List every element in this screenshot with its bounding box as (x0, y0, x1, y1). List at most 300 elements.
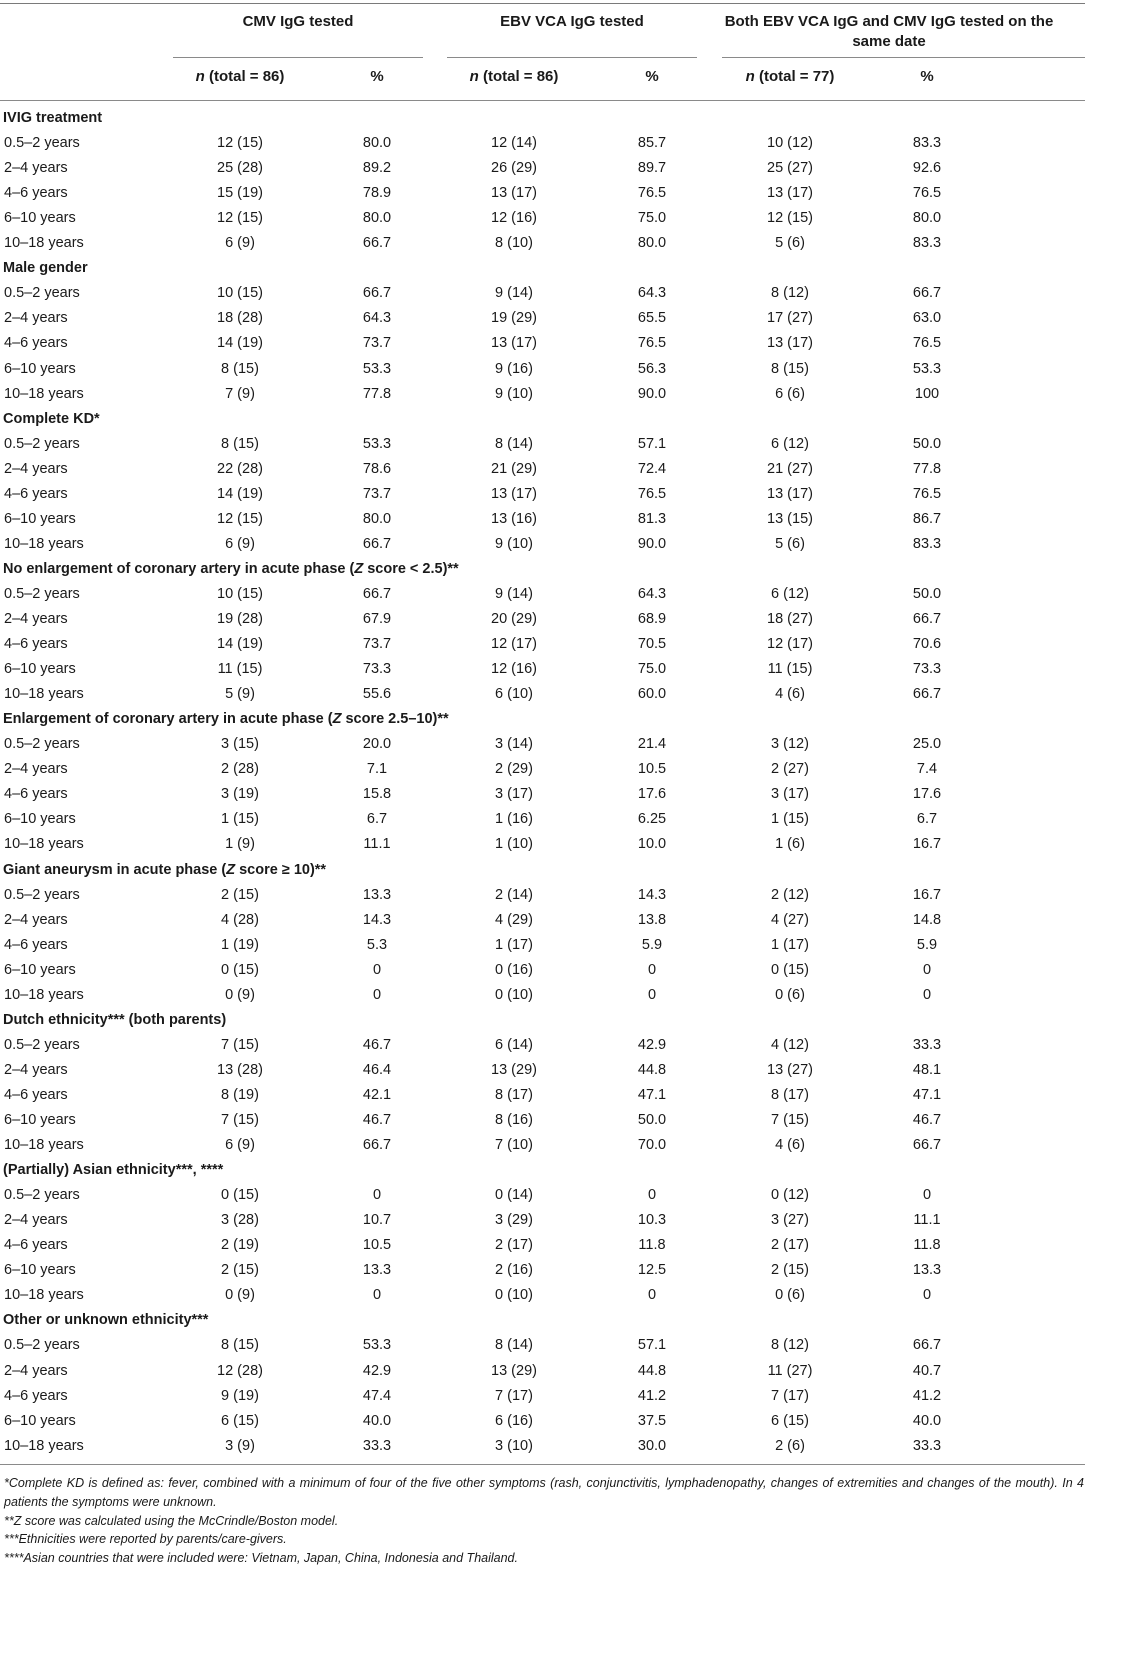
cell-both-p: 50.0 (912, 585, 942, 602)
cell-cmv-p: 73.7 (362, 335, 392, 352)
cell-cmv-n: 5 (9) (225, 686, 255, 703)
table-row (0, 206, 1085, 231)
cell-cmv-n: 3 (28) (221, 1212, 259, 1229)
cell-ebv-p: 6.25 (637, 811, 667, 828)
cell-cmv-p: 7.1 (366, 761, 388, 778)
cell-both-n: 11 (27) (767, 1362, 813, 1379)
row-label-age-group: 0.5–2 years (4, 435, 80, 452)
cell-cmv-p: 11.1 (363, 836, 391, 853)
cell-both-p: 13.3 (912, 1262, 942, 1279)
cell-cmv-p: 15.8 (362, 786, 392, 803)
cell-both-p: 53.3 (912, 360, 942, 377)
cell-both-p: 7.4 (916, 761, 938, 778)
cell-cmv-n: 2 (28) (221, 761, 259, 778)
row-label-age-group: 4–6 years (4, 1387, 68, 1404)
cell-both-n: 0 (12) (771, 1187, 809, 1204)
footnote-asian-countries: ****Asian countries that were included were: Vietnam, Japan, China, Indonesia and Thailand. (4, 1551, 518, 1566)
table-row (0, 1233, 1085, 1258)
row-label-age-group: 10–18 years (4, 986, 84, 1003)
row-label-age-group: 0.5–2 years (4, 135, 80, 152)
cell-cmv-n: 3 (19) (221, 786, 259, 803)
row-label-age-group: 6–10 years (4, 961, 76, 978)
table-row (0, 933, 1085, 958)
table-row (0, 1133, 1085, 1158)
row-label-age-group: 0.5–2 years (4, 736, 80, 753)
cell-cmv-n: 8 (15) (221, 360, 259, 377)
cell-cmv-p: 42.1 (362, 1086, 392, 1103)
row-label-age-group: 0.5–2 years (4, 886, 80, 903)
cell-ebv-p: 50.0 (637, 1112, 667, 1128)
cell-ebv-p: 90.0 (637, 385, 667, 402)
cell-cmv-n: 7 (15) (221, 1112, 259, 1128)
row-label-age-group: 2–4 years (4, 911, 68, 928)
section-header-row (0, 1158, 1085, 1183)
cell-cmv-p: 33.3 (362, 1437, 392, 1454)
cell-both-p: 16.7 (912, 886, 942, 903)
cell-cmv-n: 10 (15) (217, 285, 263, 302)
cell-cmv-p: 0 (372, 1187, 382, 1204)
header-underline-ebv (447, 57, 697, 58)
cell-cmv-p: 47.4 (362, 1387, 392, 1404)
cell-cmv-n: 7 (15) (221, 1036, 259, 1053)
header-bottom-rule (0, 100, 1085, 101)
table-row (0, 1208, 1085, 1233)
cell-cmv-p: 78.9 (362, 185, 392, 202)
cell-ebv-p: 70.5 (637, 636, 667, 653)
cell-ebv-n: 13 (17) (491, 335, 537, 352)
cell-ebv-p: 80.0 (637, 235, 667, 252)
cell-ebv-n: 12 (17) (491, 636, 537, 653)
table-row (0, 1108, 1085, 1133)
table-row (0, 382, 1085, 407)
row-label-age-group: 2–4 years (4, 1061, 68, 1078)
table-row (0, 532, 1085, 557)
table-bottom-rule (0, 1464, 1085, 1465)
column-header-cmv: CMV IgG tested (242, 13, 354, 30)
cell-both-p: 11.1 (913, 1212, 941, 1229)
cell-both-p: 100 (914, 385, 940, 402)
cell-ebv-p: 57.1 (637, 435, 667, 452)
z-symbol: Z (332, 711, 342, 728)
row-label-age-group: 0.5–2 years (4, 1036, 80, 1053)
cell-cmv-n: 13 (28) (217, 1061, 263, 1078)
cell-ebv-n: 1 (10) (495, 836, 533, 853)
cell-cmv-p: 53.3 (362, 1337, 392, 1354)
cell-ebv-n: 9 (10) (495, 385, 533, 402)
cell-cmv-n: 8 (15) (221, 435, 259, 452)
cell-cmv-n: 0 (15) (221, 961, 259, 978)
cell-cmv-p: 73.3 (362, 661, 392, 678)
row-label-age-group: 10–18 years (4, 535, 84, 552)
section-header-row (0, 407, 1085, 432)
table-row (0, 682, 1085, 707)
cell-ebv-p: 68.9 (637, 611, 667, 627)
column-header-ebv: EBV VCA IgG tested (500, 13, 644, 30)
row-label-age-group: 0.5–2 years (4, 585, 80, 602)
cell-both-n: 0 (6) (775, 986, 805, 1003)
subheader-cmv-pct: % (370, 68, 384, 85)
cell-both-n: 4 (6) (775, 1137, 805, 1154)
cell-both-p: 83.3 (912, 135, 942, 152)
cell-cmv-p: 46.4 (362, 1061, 392, 1078)
cell-cmv-p: 13.3 (362, 886, 392, 903)
cell-both-n: 8 (12) (771, 285, 809, 302)
row-label-age-group: 4–6 years (4, 185, 68, 202)
cell-cmv-p: 53.3 (362, 435, 392, 452)
cell-cmv-n: 25 (28) (217, 160, 263, 177)
section-title: Giant aneurysm in acute phase (Z score ≥ 10)** (3, 861, 327, 878)
cell-ebv-n: 6 (14) (495, 1036, 533, 1053)
column-header-both (700, 12, 1078, 52)
cell-ebv-n: 3 (29) (495, 1212, 533, 1229)
cell-both-p: 66.7 (912, 1337, 942, 1354)
subheader-both-n (725, 68, 855, 86)
cell-both-n: 13 (17) (767, 185, 813, 202)
cell-ebv-p: 64.3 (637, 285, 667, 302)
row-label-age-group: 4–6 years (4, 335, 68, 352)
cell-cmv-n: 6 (9) (225, 235, 255, 252)
cell-ebv-n: 1 (17) (495, 936, 533, 953)
cell-ebv-p: 0 (647, 1187, 657, 1204)
cell-both-n: 1 (6) (775, 836, 805, 853)
cell-cmv-n: 11 (15) (217, 661, 263, 678)
cell-cmv-n: 6 (9) (225, 1137, 255, 1154)
cell-both-n: 5 (6) (775, 235, 805, 252)
cell-ebv-n: 12 (16) (491, 210, 537, 227)
table-row (0, 432, 1085, 457)
cell-ebv-n: 8 (14) (495, 435, 533, 452)
cell-both-n: 8 (15) (771, 360, 809, 377)
cell-ebv-n: 8 (17) (495, 1086, 533, 1103)
cell-both-n: 11 (15) (767, 661, 813, 678)
cell-cmv-p: 10.7 (362, 1212, 392, 1229)
cell-ebv-n: 2 (16) (495, 1262, 533, 1279)
section-title: Dutch ethnicity*** (both parents) (3, 1011, 227, 1028)
cell-cmv-p: 20.0 (362, 736, 392, 753)
cell-cmv-n: 12 (15) (217, 210, 263, 227)
cell-ebv-p: 76.5 (637, 485, 667, 502)
section-header-row (0, 256, 1085, 281)
cell-ebv-p: 13.8 (637, 911, 667, 928)
cell-cmv-n: 0 (9) (225, 986, 255, 1003)
cell-cmv-n: 22 (28) (217, 460, 263, 477)
cell-cmv-p: 80.0 (362, 210, 392, 227)
cell-ebv-n: 8 (14) (495, 1337, 533, 1354)
cell-ebv-p: 47.1 (637, 1086, 667, 1103)
cell-ebv-p: 56.3 (637, 360, 667, 377)
n-symbol: n (195, 68, 205, 85)
cell-cmv-p: 0 (372, 1287, 382, 1304)
cell-both-n: 6 (6) (775, 385, 805, 402)
cell-both-p: 76.5 (912, 335, 942, 352)
table-row (0, 582, 1085, 607)
row-label-age-group: 4–6 years (4, 1237, 68, 1254)
header-underline-both (722, 57, 1085, 58)
table-row (0, 281, 1085, 306)
cell-both-p: 40.0 (912, 1412, 942, 1429)
cell-cmv-n: 0 (9) (225, 1287, 255, 1304)
cell-both-p: 48.1 (912, 1061, 942, 1078)
cell-both-n: 2 (6) (775, 1437, 805, 1454)
cell-cmv-n: 12 (28) (217, 1362, 263, 1379)
table-row (0, 908, 1085, 933)
cell-cmv-p: 73.7 (362, 636, 392, 653)
cell-cmv-p: 80.0 (362, 510, 392, 527)
cell-ebv-p: 44.8 (637, 1061, 667, 1078)
row-label-age-group: 10–18 years (4, 686, 84, 703)
cell-both-n: 25 (27) (767, 160, 813, 177)
cell-both-p: 66.7 (912, 1137, 942, 1154)
cell-cmv-n: 0 (15) (221, 1187, 259, 1204)
cell-ebv-p: 5.9 (641, 936, 663, 953)
table-row (0, 507, 1085, 532)
cell-both-p: 76.5 (912, 185, 942, 202)
table-row (0, 1384, 1085, 1409)
cell-cmv-n: 6 (9) (225, 535, 255, 552)
cell-ebv-p: 72.4 (637, 460, 667, 477)
footnote-complete-kd: *Complete KD is defined as: fever, combined with a minimum of four of the five other symptoms (rash, conjunctivitis, lymphadenopathy, changes of extremities and changes of the mouth). In 4 patients the symptoms were unknown. (4, 1476, 1084, 1509)
footnotes (4, 1474, 1084, 1568)
cell-ebv-n: 7 (10) (495, 1137, 533, 1154)
cell-ebv-p: 10.0 (637, 836, 667, 853)
row-label-age-group: 2–4 years (4, 1212, 68, 1229)
cell-cmv-p: 77.8 (362, 385, 392, 402)
table-row (0, 782, 1085, 807)
cell-both-p: 63.0 (912, 310, 942, 327)
cell-both-n: 12 (17) (767, 636, 813, 653)
cell-ebv-n: 2 (14) (495, 886, 533, 903)
cell-cmv-n: 14 (19) (217, 485, 263, 502)
cell-ebv-n: 13 (29) (491, 1061, 537, 1078)
cell-ebv-n: 9 (14) (495, 285, 533, 302)
cell-both-n: 13 (17) (767, 335, 813, 352)
cell-ebv-n: 13 (17) (491, 185, 537, 202)
cell-ebv-n: 1 (16) (495, 811, 533, 828)
cell-both-n: 1 (17) (771, 936, 809, 953)
table-row (0, 832, 1085, 857)
row-label-age-group: 2–4 years (4, 761, 68, 778)
cell-both-n: 6 (12) (771, 435, 809, 452)
table-row (0, 983, 1085, 1008)
table-row (0, 632, 1085, 657)
cell-both-n: 18 (27) (767, 611, 813, 627)
footnote-z-score: **Z score was calculated using the McCrindle/Boston model. (4, 1513, 339, 1528)
cell-ebv-p: 85.7 (637, 135, 667, 152)
cell-cmv-n: 10 (15) (217, 585, 263, 602)
cell-both-p: 40.7 (912, 1362, 942, 1379)
cell-both-n: 4 (12) (771, 1036, 809, 1053)
section-title: No enlargement of coronary artery in acute phase (Z score < 2.5)** (3, 560, 459, 577)
cell-ebv-n: 0 (14) (495, 1187, 533, 1204)
cell-ebv-n: 4 (29) (495, 911, 533, 928)
row-label-age-group: 6–10 years (4, 661, 76, 678)
cell-ebv-n: 0 (10) (495, 1287, 533, 1304)
column-header-both-line1: Both EBV VCA IgG and CMV IgG tested on the (724, 13, 1054, 30)
cell-ebv-p: 0 (647, 986, 657, 1003)
cell-both-n: 8 (12) (771, 1337, 809, 1354)
cell-ebv-p: 76.5 (637, 335, 667, 352)
cell-both-n: 6 (15) (771, 1412, 809, 1429)
cell-both-n: 10 (12) (767, 135, 813, 152)
cell-ebv-p: 0 (647, 1287, 657, 1304)
row-label-age-group: 10–18 years (4, 1137, 84, 1154)
cell-ebv-n: 9 (16) (495, 360, 533, 377)
column-header-both-line2: same date (852, 33, 926, 50)
cell-both-p: 73.3 (912, 661, 942, 678)
cell-ebv-p: 12.5 (637, 1262, 667, 1279)
cell-both-p: 66.7 (912, 686, 942, 703)
row-label-age-group: 2–4 years (4, 611, 68, 627)
cell-ebv-n: 13 (29) (491, 1362, 537, 1379)
cell-cmv-n: 9 (19) (221, 1387, 259, 1404)
table-row (0, 156, 1085, 181)
cell-ebv-p: 14.3 (637, 886, 667, 903)
row-label-age-group: 6–10 years (4, 1112, 76, 1128)
cell-both-n: 7 (15) (771, 1112, 809, 1128)
cell-ebv-n: 12 (16) (491, 661, 537, 678)
table-row (0, 807, 1085, 832)
cell-both-p: 47.1 (912, 1086, 942, 1103)
cell-both-p: 17.6 (912, 786, 942, 803)
cell-cmv-p: 78.6 (362, 460, 392, 477)
cell-both-p: 80.0 (912, 210, 942, 227)
row-label-age-group: 6–10 years (4, 210, 76, 227)
cell-both-p: 50.0 (912, 435, 942, 452)
cell-ebv-p: 90.0 (637, 535, 667, 552)
section-title: IVIG treatment (3, 110, 103, 126)
cell-both-p: 83.3 (912, 235, 942, 252)
cell-ebv-n: 13 (17) (491, 485, 537, 502)
subheader-both-n-text: (total = 77) (758, 68, 835, 85)
cell-both-p: 25.0 (912, 736, 942, 753)
cell-both-p: 46.7 (912, 1112, 942, 1128)
cell-ebv-p: 10.3 (637, 1212, 667, 1229)
section-header-row (0, 1308, 1085, 1333)
z-symbol: Z (226, 861, 236, 878)
cell-ebv-p: 42.9 (637, 1036, 667, 1053)
cell-both-n: 13 (27) (767, 1061, 813, 1078)
cell-ebv-n: 2 (29) (495, 761, 533, 778)
cell-ebv-p: 75.0 (637, 210, 667, 227)
section-title: (Partially) Asian ethnicity***, **** (3, 1162, 224, 1179)
subheader-cmv-n-text: (total = 86) (208, 68, 285, 85)
cell-cmv-n: 2 (15) (221, 886, 259, 903)
row-label-age-group: 2–4 years (4, 1362, 68, 1379)
cell-ebv-n: 3 (10) (495, 1437, 533, 1454)
cell-both-p: 66.7 (912, 285, 942, 302)
table-row (0, 357, 1085, 382)
table-row (0, 1258, 1085, 1283)
z-symbol: Z (354, 560, 364, 577)
cell-ebv-n: 3 (14) (495, 736, 533, 753)
cell-both-p: 0 (922, 961, 932, 978)
cell-cmv-n: 2 (15) (221, 1262, 259, 1279)
n-symbol: n (745, 68, 755, 85)
row-label-age-group: 0.5–2 years (4, 1187, 80, 1204)
cell-ebv-n: 20 (29) (491, 611, 537, 627)
cell-cmv-n: 12 (15) (217, 510, 263, 527)
row-label-age-group: 6–10 years (4, 360, 76, 377)
cell-both-n: 2 (17) (771, 1237, 809, 1254)
cell-ebv-n: 21 (29) (491, 460, 537, 477)
cell-ebv-p: 64.3 (637, 585, 667, 602)
row-label-age-group: 10–18 years (4, 385, 84, 402)
cell-both-p: 14.8 (912, 911, 942, 928)
row-label-age-group: 4–6 years (4, 485, 68, 502)
cell-ebv-p: 21.4 (637, 736, 667, 753)
cell-cmv-p: 64.3 (362, 310, 392, 327)
table-row (0, 306, 1085, 331)
cell-cmv-p: 66.7 (362, 535, 392, 552)
cell-both-p: 92.6 (912, 160, 942, 177)
cell-both-n: 5 (6) (775, 535, 805, 552)
cell-both-p: 66.7 (912, 611, 942, 627)
cell-ebv-p: 17.6 (637, 786, 667, 803)
cell-cmv-n: 8 (15) (221, 1337, 259, 1354)
cell-ebv-p: 44.8 (637, 1362, 667, 1379)
table-row (0, 1283, 1085, 1308)
cell-ebv-p: 37.5 (637, 1412, 667, 1429)
table-row (0, 231, 1085, 256)
cell-both-p: 11.8 (913, 1237, 941, 1254)
cell-both-p: 77.8 (912, 460, 942, 477)
row-label-age-group: 10–18 years (4, 836, 84, 853)
cell-ebv-p: 65.5 (637, 310, 667, 327)
table-row (0, 732, 1085, 757)
cell-ebv-n: 3 (17) (495, 786, 533, 803)
row-label-age-group: 4–6 years (4, 1086, 68, 1103)
row-label-age-group: 0.5–2 years (4, 285, 80, 302)
cell-ebv-p: 75.0 (637, 661, 667, 678)
cell-ebv-p: 30.0 (637, 1437, 667, 1454)
cell-cmv-p: 67.9 (362, 611, 392, 627)
cell-ebv-n: 19 (29) (491, 310, 537, 327)
cell-cmv-p: 42.9 (362, 1362, 392, 1379)
cell-ebv-n: 6 (10) (495, 686, 533, 703)
cell-both-n: 3 (12) (771, 736, 809, 753)
row-label-age-group: 10–18 years (4, 1287, 84, 1304)
cell-both-n: 4 (6) (775, 686, 805, 703)
row-label-age-group: 2–4 years (4, 160, 68, 177)
table-row (0, 1058, 1085, 1083)
section-header-row (0, 707, 1085, 732)
cell-both-n: 3 (17) (771, 786, 809, 803)
cell-cmv-n: 18 (28) (217, 310, 263, 327)
n-symbol: n (469, 68, 479, 85)
cell-both-p: 6.7 (916, 811, 938, 828)
cell-both-n: 21 (27) (767, 460, 813, 477)
cell-ebv-n: 8 (10) (495, 235, 533, 252)
cell-cmv-n: 14 (19) (217, 636, 263, 653)
table-row (0, 883, 1085, 908)
cell-both-p: 70.6 (912, 636, 942, 653)
subheader-cmv-n (175, 68, 305, 86)
table-row (0, 958, 1085, 983)
cell-both-p: 0 (922, 1287, 932, 1304)
cell-both-n: 2 (27) (771, 761, 809, 778)
cell-cmv-p: 66.7 (362, 1137, 392, 1154)
cell-ebv-p: 11.8 (638, 1237, 666, 1254)
cell-cmv-n: 8 (19) (221, 1086, 259, 1103)
cell-ebv-p: 41.2 (637, 1387, 667, 1404)
row-label-age-group: 2–4 years (4, 460, 68, 477)
cell-both-n: 7 (17) (771, 1387, 809, 1404)
cell-cmv-n: 19 (28) (217, 611, 263, 627)
row-label-age-group: 10–18 years (4, 1437, 84, 1454)
cell-cmv-p: 0 (372, 986, 382, 1003)
cell-cmv-p: 0 (372, 961, 382, 978)
cell-cmv-p: 80.0 (362, 135, 392, 152)
